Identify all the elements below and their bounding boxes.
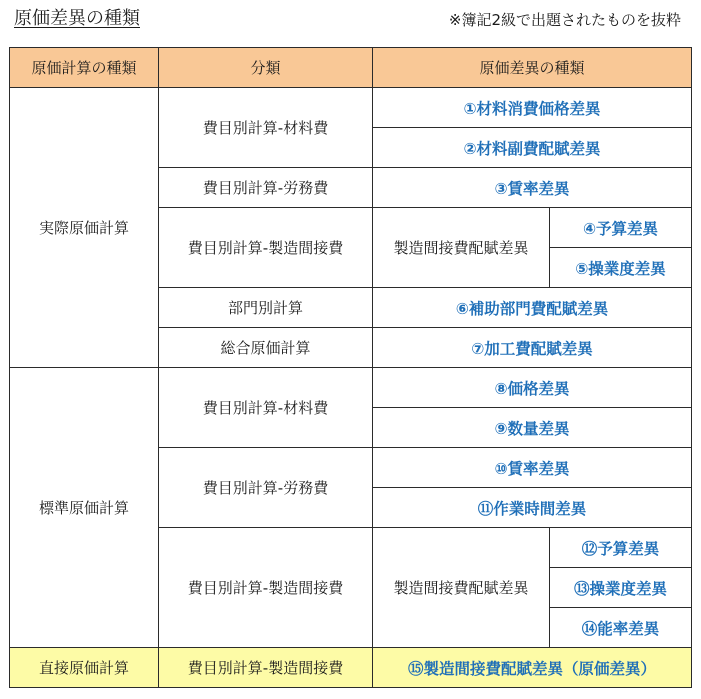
category-material: 費目別計算-材料費 <box>159 88 373 168</box>
table-row <box>10 88 692 128</box>
overhead-allocation: 製造間接費配賦差異 <box>373 528 550 648</box>
variance-15: ⑮製造間接費配賦差異（原価差異） <box>373 648 692 688</box>
header-cost-type: 原価計算の種類 <box>10 48 159 88</box>
category-labor: 費目別計算-労務費 <box>159 448 373 528</box>
variance-10: ⑩賃率差異 <box>373 448 692 488</box>
cost-type-actual: 実際原価計算 <box>10 88 159 368</box>
category-process: 総合原価計算 <box>159 328 373 368</box>
table-row <box>10 648 692 688</box>
variance-13: ⑬操業度差異 <box>550 568 692 608</box>
page-title: 原価差異の種類 <box>14 8 140 29</box>
category-labor: 費目別計算-労務費 <box>159 168 373 208</box>
variance-1: ①材料消費価格差異 <box>373 88 692 128</box>
category-overhead: 費目別計算-製造間接費 <box>159 208 373 288</box>
cost-type-direct: 直接原価計算 <box>10 648 159 688</box>
header-category: 分類 <box>159 48 373 88</box>
variance-3: ③賃率差異 <box>373 168 692 208</box>
variance-6: ⑥補助部門費配賦差異 <box>373 288 692 328</box>
variance-table <box>9 47 692 688</box>
variance-11: ⑪作業時間差異 <box>373 488 692 528</box>
variance-12: ⑫予算差異 <box>550 528 692 568</box>
variance-5: ⑤操業度差異 <box>550 248 692 288</box>
category-department: 部門別計算 <box>159 288 373 328</box>
variance-9: ⑨数量差異 <box>373 408 692 448</box>
source-note: ※簿記2級で出題されたものを抜粋 <box>448 11 681 29</box>
header-variance-type: 原価差異の種類 <box>373 48 692 88</box>
category-overhead: 費目別計算-製造間接費 <box>159 528 373 648</box>
category-overhead: 費目別計算-製造間接費 <box>159 648 373 688</box>
cost-type-standard: 標準原価計算 <box>10 368 159 648</box>
table-row <box>10 368 692 408</box>
variance-8: ⑧価格差異 <box>373 368 692 408</box>
overhead-allocation: 製造間接費配賦差異 <box>373 208 550 288</box>
category-material: 費目別計算-材料費 <box>159 368 373 448</box>
variance-4: ④予算差異 <box>550 208 692 248</box>
variance-14: ⑭能率差異 <box>550 608 692 648</box>
header-row <box>10 48 692 88</box>
variance-7: ⑦加工費配賦差異 <box>373 328 692 368</box>
variance-2: ②材料副費配賦差異 <box>373 128 692 168</box>
